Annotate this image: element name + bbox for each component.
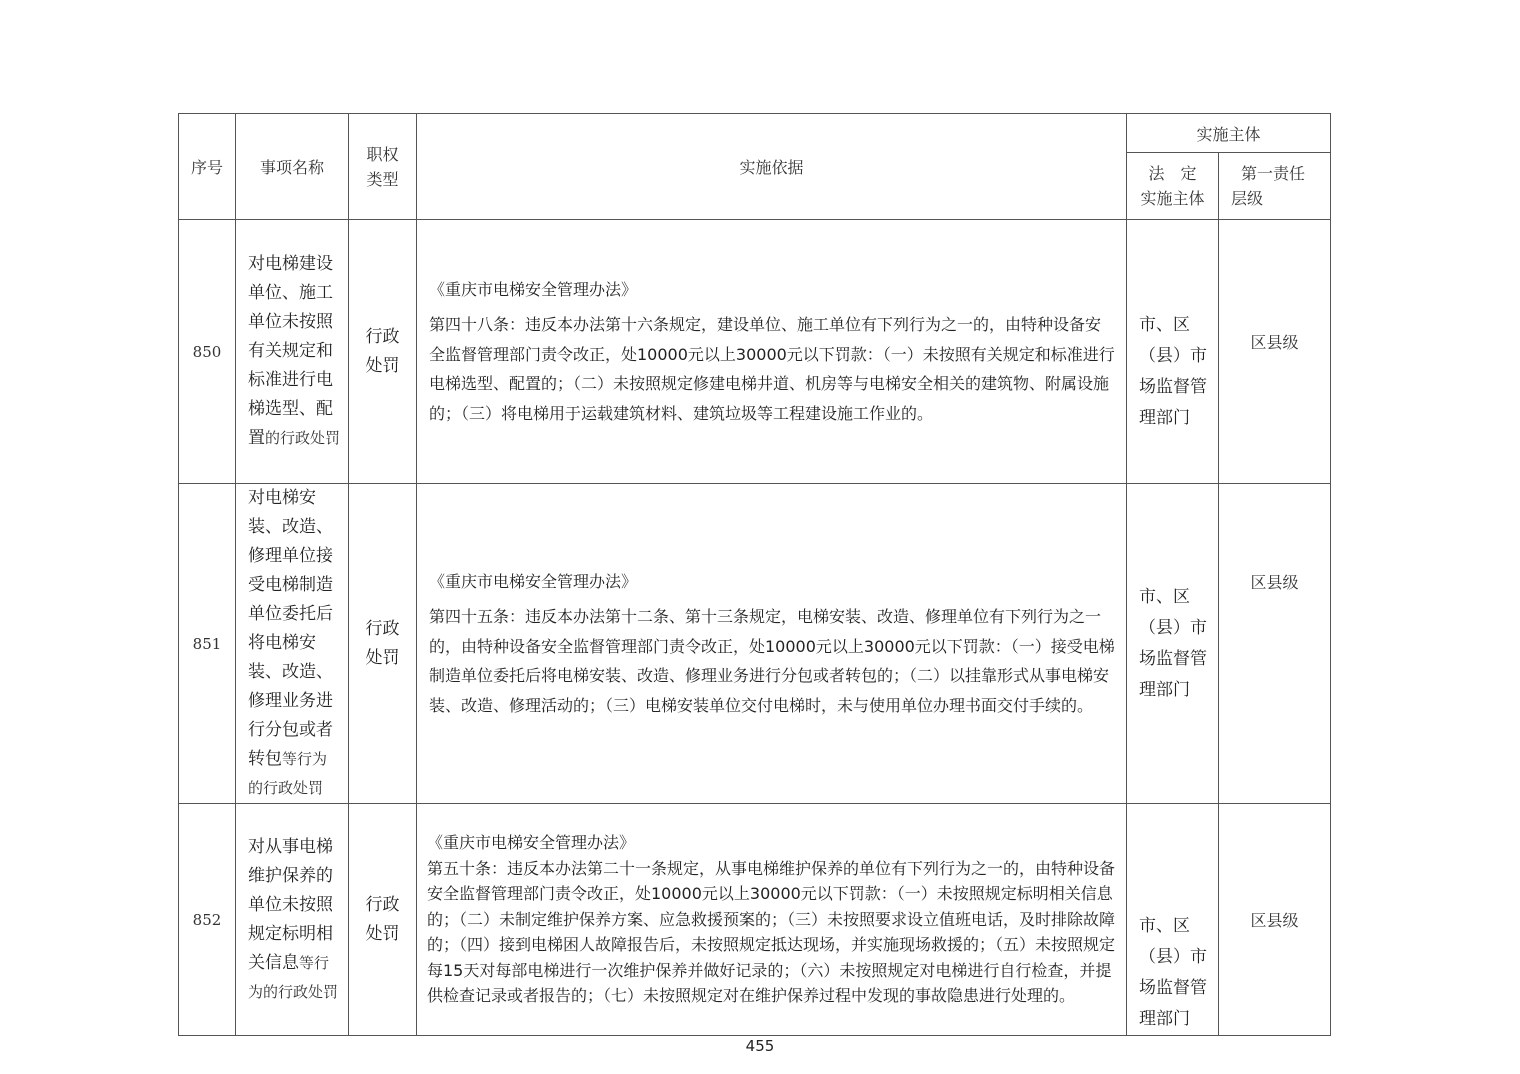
header-power-type-line2: 类型 [366,169,399,189]
row-law-title: 《重庆市电梯安全管理办法》 [427,833,636,853]
row-legal-subject-text: 市、区（县）市场监督管理部门 [1139,916,1207,1029]
row-level [1219,804,1331,1036]
row-level-text: 区县级 [1250,911,1299,930]
row-item-name-main: 对电梯建设单位、施工单位未按照有关规定和标准进行电梯选型、配置 [248,254,333,448]
header-power-type [349,114,417,220]
header-power-type-line1: 职权 [366,144,399,164]
header-first-level [1219,153,1331,220]
row-basis [417,484,1127,804]
row-item-name-tail: 等行为的行政处罚 [248,750,328,797]
row-legal-subject-text: 市、区（县）市场监督管理部门 [1139,586,1207,700]
power-list-table [178,113,1331,1036]
header-row-1 [179,114,1331,153]
table-row [179,484,1331,804]
header-first-level-line2: 层级 [1231,189,1264,208]
row-basis [417,220,1127,484]
row-basis [417,804,1127,1036]
table-row [179,804,1331,1036]
row-article-text: 第五十条：违反本办法第二十一条规定，从事电梯维护保养的单位有下列行为之一的，由特种设备安全监督管理部门责令改正，处10000元以上30000元以下罚款：（一）未按照规定标明相关信息的；（二）未制定维护保养方案、应急救援预案的；（三）未按照要求设立值班电话，及时排除故障的；（四）接到电梯困人故障报告后，未按照规定抵达现场，并实施现场救援的；（五）未按照规定每15天对每部电梯进行一次维护保养并做好记录的；（六）未按照规定对电梯进行自行检查，并提供检查记录或者报告的；（七）未按照规定对在维护保养过程中发现的事故隐患进行处理的。 [427,858,1116,1006]
row-power-type-text: 行政处罚 [365,618,400,668]
header-legal-subject-line2: 实施主体 [1140,189,1205,208]
row-seq: 851 [179,484,236,804]
row-legal-subject [1127,220,1219,484]
row-power-type [349,220,417,484]
row-legal-subject [1127,484,1219,804]
row-item-name-tail: 的行政处罚 [265,429,341,447]
page-number: 455 [745,1037,775,1055]
header-first-level-line1: 第一责任 [1241,164,1306,183]
row-level [1219,220,1331,484]
row-item-name-main: 对从事电梯维护保养的单位未按照规定标明相关信息 [248,836,333,973]
header-legal-subject-line1: 法 定 [1148,164,1197,183]
row-item-name [236,220,349,484]
row-legal-subject-text: 市、区（县）市场监督管理部门 [1139,314,1207,428]
row-level [1219,484,1331,804]
row-law-title: 《重庆市电梯安全管理办法》 [429,279,638,299]
row-level-text: 区县级 [1250,333,1299,352]
row-power-type-text: 行政处罚 [365,894,400,944]
row-item-name [236,804,349,1036]
row-item-name-tail: 等行为的行政处罚 [248,953,339,1001]
header-basis: 实施依据 [417,114,1127,220]
table-row [179,220,1331,484]
row-seq: 852 [179,804,236,1036]
header-seq: 序号 [179,114,236,220]
row-article-text: 第四十五条：违反本办法第十二条、第十三条规定，电梯安装、改造、修理单位有下列行为之一的，由特种设备安全监督管理部门责令改正，处10000元以上30000元以下罚款：（一）接受电梯制造单位委托后将电梯安装、改造、修理业务进行分包或者转包的；（二）以挂靠形式从事电梯安装、改造、修理活动的；（三）电梯安装单位交付电梯时，未与使用单位办理书面交付手续的。 [429,607,1115,715]
row-item-name [236,484,349,804]
row-law-title: 《重庆市电梯安全管理办法》 [429,571,638,591]
header-legal-subject [1127,153,1219,220]
header-subject: 实施主体 [1127,114,1331,153]
header-item-name: 事项名称 [236,114,349,220]
row-article-text: 第四十八条：违反本办法第十六条规定，建设单位、施工单位有下列行为之一的，由特种设备安全监督管理部门责令改正，处10000元以上30000元以下罚款：（一）未按照有关规定和标准进行电梯选型、配置的；（二）未按照规定修建电梯井道、机房等与电梯安全相关的建筑物、附属设施的；（三）将电梯用于运载建筑材料、建筑垃圾等工程建设施工作业的。 [429,315,1115,423]
row-power-type [349,804,417,1036]
row-seq: 850 [179,220,236,484]
row-item-name-main: 对电梯安装、改造、修理单位接受电梯制造单位委托后将电梯安装、改造、修理业务进行分包或者转包 [248,488,333,769]
row-power-type [349,484,417,804]
row-level-text: 区县级 [1250,573,1299,592]
row-power-type-text: 行政处罚 [365,326,400,376]
row-legal-subject [1127,804,1219,1036]
